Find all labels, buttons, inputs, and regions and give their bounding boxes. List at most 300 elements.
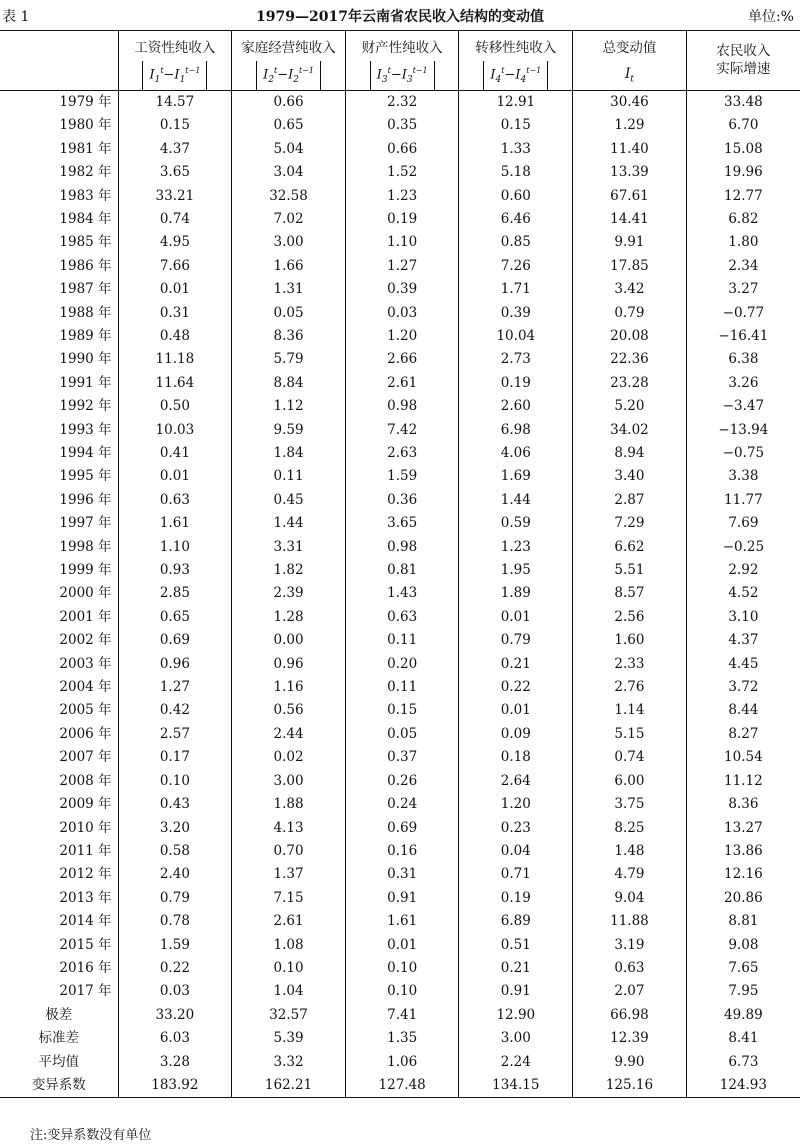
cell-family: 9.59 <box>232 419 346 442</box>
cell-family: 5.39 <box>232 1027 346 1050</box>
cell-speed: 2.92 <box>686 559 800 582</box>
cell-speed: −3.47 <box>686 395 800 418</box>
cell-property: 0.11 <box>345 676 459 699</box>
row-label: 1989 年 <box>59 327 112 344</box>
header-family: 家庭经营纯收入 <box>232 31 346 62</box>
row-label: 标准差 <box>38 1030 80 1047</box>
cell-transfer: 0.71 <box>459 863 573 886</box>
row-label: 1998 年 <box>59 538 112 555</box>
row-label: 2001 年 <box>59 608 112 625</box>
cell-total: 11.88 <box>573 910 687 933</box>
cell-property: 1.59 <box>345 465 459 488</box>
table-row <box>0 138 800 161</box>
cell-wage: 0.74 <box>118 208 232 231</box>
cell-property: 1.61 <box>345 910 459 933</box>
table-row <box>0 559 800 582</box>
cell-transfer: 1.69 <box>459 465 573 488</box>
cell-wage: 0.96 <box>118 653 232 676</box>
cell-wage: 0.01 <box>118 465 232 488</box>
cell-total: 5.20 <box>573 395 687 418</box>
row-label: 2017 年 <box>59 983 112 1000</box>
stat-row <box>0 1051 800 1074</box>
cell-family: 0.65 <box>232 114 346 137</box>
cell-family: 8.84 <box>232 372 346 395</box>
cell-transfer: 10.04 <box>459 325 573 348</box>
cell-speed: 8.81 <box>686 910 800 933</box>
row-label: 2015 年 <box>59 936 112 953</box>
cell-transfer: 0.23 <box>459 817 573 840</box>
cell-transfer: 0.09 <box>459 723 573 746</box>
cell-transfer: 0.01 <box>459 606 573 629</box>
table-row <box>0 934 800 957</box>
cell-wage: 0.03 <box>118 980 232 1003</box>
cell-property: 0.66 <box>345 138 459 161</box>
table-title: 1979—2017年云南省农民收入结构的变动值 <box>256 9 544 25</box>
cell-transfer: 1.20 <box>459 793 573 816</box>
cell-transfer: 2.73 <box>459 348 573 371</box>
income-change-table <box>0 30 800 1098</box>
cell-property: 2.61 <box>345 372 459 395</box>
row-label: 2016 年 <box>59 959 112 976</box>
cell-transfer: 6.89 <box>459 910 573 933</box>
cell-wage: 33.20 <box>118 1004 232 1027</box>
cell-speed: 6.38 <box>686 348 800 371</box>
cell-family: 1.37 <box>232 863 346 886</box>
cell-transfer: 0.39 <box>459 302 573 325</box>
cell-speed: 7.95 <box>686 980 800 1003</box>
cell-wage: 11.18 <box>118 348 232 371</box>
cell-speed: 6.70 <box>686 114 800 137</box>
cell-property: 0.35 <box>345 114 459 137</box>
row-label: 平均值 <box>38 1053 80 1070</box>
row-label: 2013 年 <box>59 889 112 906</box>
cell-wage: 4.37 <box>118 138 232 161</box>
cell-speed: −16.41 <box>686 325 800 348</box>
cell-transfer: 0.91 <box>459 980 573 1003</box>
table-row <box>0 957 800 980</box>
row-label: 2009 年 <box>59 796 112 813</box>
cell-total: 3.19 <box>573 934 687 957</box>
cell-speed: 49.89 <box>686 1004 800 1027</box>
row-label: 1996 年 <box>59 491 112 508</box>
cell-family: 1.28 <box>232 606 346 629</box>
header-year-sub <box>0 61 118 90</box>
cell-family: 3.00 <box>232 770 346 793</box>
formula-transfer: $I_4^t-I_4^{t-1}$ <box>459 61 573 90</box>
cell-family: 0.96 <box>232 653 346 676</box>
cell-transfer: 0.19 <box>459 372 573 395</box>
cell-total: 2.33 <box>573 653 687 676</box>
cell-total: 2.76 <box>573 676 687 699</box>
cell-family: 0.02 <box>232 746 346 769</box>
cell-property: 2.66 <box>345 348 459 371</box>
row-label: 1988 年 <box>59 304 112 321</box>
stat-row <box>0 1074 800 1098</box>
unit-label: 单位:% <box>747 9 794 25</box>
cell-property: 0.31 <box>345 863 459 886</box>
cell-transfer: 134.15 <box>459 1074 573 1098</box>
cell-speed: 3.26 <box>686 372 800 395</box>
cell-wage: 1.61 <box>118 512 232 535</box>
header-wage: 工资性纯收入 <box>118 31 232 62</box>
cell-wage: 0.10 <box>118 770 232 793</box>
row-label: 2007 年 <box>59 749 112 766</box>
cell-total: 3.40 <box>573 465 687 488</box>
cell-speed: 8.27 <box>686 723 800 746</box>
cell-property: 2.63 <box>345 442 459 465</box>
cell-total: 0.74 <box>573 746 687 769</box>
cell-wage: 0.01 <box>118 278 232 301</box>
table-note: 注:变异系数没有单位 <box>30 1128 152 1143</box>
cell-total: 2.56 <box>573 606 687 629</box>
cell-wage: 183.92 <box>118 1074 232 1098</box>
cell-property: 0.15 <box>345 699 459 722</box>
cell-family: 7.02 <box>232 208 346 231</box>
cell-speed: 4.52 <box>686 582 800 605</box>
cell-speed: 3.72 <box>686 676 800 699</box>
cell-total: 22.36 <box>573 348 687 371</box>
row-label: 2008 年 <box>59 772 112 789</box>
cell-transfer: 0.79 <box>459 629 573 652</box>
header-speed-line2: 实际增速 <box>716 61 771 78</box>
formula-wage: $I_1^t-I_1^{t-1}$ <box>118 61 232 90</box>
table-row <box>0 348 800 371</box>
cell-family: 1.82 <box>232 559 346 582</box>
table-row <box>0 395 800 418</box>
cell-speed: 3.38 <box>686 465 800 488</box>
cell-family: 1.12 <box>232 395 346 418</box>
stat-row <box>0 1027 800 1050</box>
cell-speed: −0.25 <box>686 536 800 559</box>
cell-speed: 6.73 <box>686 1051 800 1074</box>
cell-wage: 0.58 <box>118 840 232 863</box>
cell-wage: 11.64 <box>118 372 232 395</box>
cell-total: 1.14 <box>573 699 687 722</box>
cell-transfer: 0.01 <box>459 699 573 722</box>
cell-transfer: 1.23 <box>459 536 573 559</box>
cell-transfer: 0.51 <box>459 934 573 957</box>
cell-family: 32.58 <box>232 185 346 208</box>
cell-transfer: 6.98 <box>459 419 573 442</box>
table-row <box>0 372 800 395</box>
cell-family: 0.05 <box>232 302 346 325</box>
cell-speed: 2.34 <box>686 255 800 278</box>
cell-total: 7.29 <box>573 512 687 535</box>
cell-transfer: 5.18 <box>459 161 573 184</box>
cell-family: 2.61 <box>232 910 346 933</box>
cell-property: 1.43 <box>345 582 459 605</box>
table-row <box>0 161 800 184</box>
row-label: 变异系数 <box>31 1076 86 1093</box>
cell-total: 1.48 <box>573 840 687 863</box>
row-label: 1993 年 <box>59 421 112 438</box>
row-label: 1985 年 <box>59 234 112 251</box>
header-year <box>0 31 118 62</box>
cell-property: 0.10 <box>345 957 459 980</box>
cell-total: 67.61 <box>573 185 687 208</box>
table-row <box>0 419 800 442</box>
cell-family: 2.44 <box>232 723 346 746</box>
cell-property: 0.11 <box>345 629 459 652</box>
cell-speed: 3.27 <box>686 278 800 301</box>
table-row <box>0 185 800 208</box>
cell-total: 2.87 <box>573 489 687 512</box>
cell-property: 0.10 <box>345 980 459 1003</box>
cell-property: 0.69 <box>345 817 459 840</box>
cell-property: 0.03 <box>345 302 459 325</box>
cell-wage: 3.65 <box>118 161 232 184</box>
row-label: 1983 年 <box>59 187 112 204</box>
cell-wage: 3.20 <box>118 817 232 840</box>
cell-speed: 33.48 <box>686 90 800 114</box>
cell-property: 1.10 <box>345 231 459 254</box>
cell-wage: 33.21 <box>118 185 232 208</box>
cell-family: 4.13 <box>232 817 346 840</box>
cell-total: 9.04 <box>573 887 687 910</box>
row-label: 2005 年 <box>59 702 112 719</box>
cell-wage: 0.41 <box>118 442 232 465</box>
row-label: 1986 年 <box>59 257 112 274</box>
cell-total: 20.08 <box>573 325 687 348</box>
cell-wage: 0.43 <box>118 793 232 816</box>
cell-property: 1.06 <box>345 1051 459 1074</box>
table-row <box>0 699 800 722</box>
cell-total: 9.90 <box>573 1051 687 1074</box>
cell-speed: 6.82 <box>686 208 800 231</box>
table-row <box>0 793 800 816</box>
cell-speed: 4.37 <box>686 629 800 652</box>
cell-property: 1.35 <box>345 1027 459 1050</box>
formula-property: $I_3^t-I_3^{t-1}$ <box>345 61 459 90</box>
cell-total: 3.42 <box>573 278 687 301</box>
cell-wage: 2.85 <box>118 582 232 605</box>
table-row <box>0 746 800 769</box>
cell-total: 2.07 <box>573 980 687 1003</box>
row-label: 2000 年 <box>59 585 112 602</box>
row-label: 1991 年 <box>59 374 112 391</box>
cell-wage: 0.48 <box>118 325 232 348</box>
cell-property: 0.24 <box>345 793 459 816</box>
cell-total: 8.94 <box>573 442 687 465</box>
cell-wage: 0.22 <box>118 957 232 980</box>
cell-wage: 0.15 <box>118 114 232 137</box>
cell-transfer: 7.26 <box>459 255 573 278</box>
table-row <box>0 653 800 676</box>
cell-wage: 0.50 <box>118 395 232 418</box>
cell-speed: −0.75 <box>686 442 800 465</box>
cell-transfer: 0.18 <box>459 746 573 769</box>
table-row <box>0 863 800 886</box>
table-row <box>0 231 800 254</box>
cell-total: 14.41 <box>573 208 687 231</box>
cell-transfer: 0.19 <box>459 887 573 910</box>
header-speed <box>686 31 800 91</box>
table-row <box>0 723 800 746</box>
cell-total: 6.62 <box>573 536 687 559</box>
cell-family: 1.04 <box>232 980 346 1003</box>
cell-total: 4.79 <box>573 863 687 886</box>
cell-transfer: 0.21 <box>459 957 573 980</box>
formula-family: $I_2^t-I_2^{t-1}$ <box>232 61 346 90</box>
row-label: 1980 年 <box>59 117 112 134</box>
cell-property: 127.48 <box>345 1074 459 1098</box>
cell-total: 66.98 <box>573 1004 687 1027</box>
cell-total: 125.16 <box>573 1074 687 1098</box>
cell-property: 0.91 <box>345 887 459 910</box>
table-row <box>0 980 800 1003</box>
cell-total: 0.63 <box>573 957 687 980</box>
cell-speed: 15.08 <box>686 138 800 161</box>
cell-wage: 0.69 <box>118 629 232 652</box>
cell-total: 0.79 <box>573 302 687 325</box>
cell-family: 0.11 <box>232 465 346 488</box>
cell-speed: 20.86 <box>686 887 800 910</box>
cell-property: 1.20 <box>345 325 459 348</box>
cell-wage: 10.03 <box>118 419 232 442</box>
cell-family: 162.21 <box>232 1074 346 1098</box>
cell-family: 3.32 <box>232 1051 346 1074</box>
cell-total: 3.75 <box>573 793 687 816</box>
cell-family: 0.66 <box>232 90 346 114</box>
table-row <box>0 770 800 793</box>
cell-family: 7.15 <box>232 887 346 910</box>
cell-speed: 8.44 <box>686 699 800 722</box>
cell-total: 8.57 <box>573 582 687 605</box>
cell-total: 5.51 <box>573 559 687 582</box>
cell-family: 3.00 <box>232 231 346 254</box>
cell-property: 3.65 <box>345 512 459 535</box>
cell-transfer: 2.64 <box>459 770 573 793</box>
cell-total: 11.40 <box>573 138 687 161</box>
cell-wage: 0.31 <box>118 302 232 325</box>
cell-speed: 11.77 <box>686 489 800 512</box>
cell-family: 0.00 <box>232 629 346 652</box>
cell-wage: 4.95 <box>118 231 232 254</box>
cell-wage: 0.65 <box>118 606 232 629</box>
table-row <box>0 489 800 512</box>
table-row <box>0 817 800 840</box>
cell-transfer: 0.22 <box>459 676 573 699</box>
cell-property: 0.16 <box>345 840 459 863</box>
cell-transfer: 1.44 <box>459 489 573 512</box>
row-label: 2011 年 <box>59 842 112 859</box>
cell-transfer: 2.24 <box>459 1051 573 1074</box>
cell-speed: 12.77 <box>686 185 800 208</box>
row-label: 1990 年 <box>59 351 112 368</box>
cell-transfer: 1.95 <box>459 559 573 582</box>
cell-family: 0.56 <box>232 699 346 722</box>
cell-family: 5.79 <box>232 348 346 371</box>
cell-speed: −0.77 <box>686 302 800 325</box>
cell-total: 34.02 <box>573 419 687 442</box>
table-row <box>0 582 800 605</box>
cell-transfer: 0.60 <box>459 185 573 208</box>
cell-family: 1.44 <box>232 512 346 535</box>
table-row <box>0 325 800 348</box>
cell-wage: 7.66 <box>118 255 232 278</box>
row-label: 1999 年 <box>59 562 112 579</box>
cell-family: 0.45 <box>232 489 346 512</box>
cell-speed: 10.54 <box>686 746 800 769</box>
row-label: 2004 年 <box>59 679 112 696</box>
cell-speed: 13.86 <box>686 840 800 863</box>
cell-transfer: 0.85 <box>459 231 573 254</box>
cell-speed: 11.12 <box>686 770 800 793</box>
row-label: 2003 年 <box>59 655 112 672</box>
table-row <box>0 208 800 231</box>
table-row <box>0 840 800 863</box>
cell-transfer: 0.59 <box>459 512 573 535</box>
cell-speed: 13.27 <box>686 817 800 840</box>
cell-wage: 3.28 <box>118 1051 232 1074</box>
cell-transfer: 1.33 <box>459 138 573 161</box>
cell-speed: 3.10 <box>686 606 800 629</box>
row-label: 2002 年 <box>59 632 112 649</box>
table-row <box>0 465 800 488</box>
row-label: 1995 年 <box>59 468 112 485</box>
row-label: 1992 年 <box>59 398 112 415</box>
cell-speed: 9.08 <box>686 934 800 957</box>
table-row <box>0 442 800 465</box>
header-speed-line1: 农民收入 <box>716 43 771 60</box>
table-row <box>0 887 800 910</box>
cell-wage: 0.93 <box>118 559 232 582</box>
table-row <box>0 255 800 278</box>
cell-total: 1.29 <box>573 114 687 137</box>
cell-property: 2.32 <box>345 90 459 114</box>
table-row <box>0 536 800 559</box>
table-row <box>0 90 800 114</box>
cell-total: 12.39 <box>573 1027 687 1050</box>
row-label: 2010 年 <box>59 819 112 836</box>
cell-family: 3.31 <box>232 536 346 559</box>
cell-wage: 2.40 <box>118 863 232 886</box>
cell-transfer: 0.04 <box>459 840 573 863</box>
row-label: 1997 年 <box>59 515 112 532</box>
cell-property: 0.81 <box>345 559 459 582</box>
header-transfer: 转移性纯收入 <box>459 31 573 62</box>
cell-property: 0.98 <box>345 536 459 559</box>
cell-speed: 19.96 <box>686 161 800 184</box>
cell-property: 0.98 <box>345 395 459 418</box>
table-caption <box>0 4 800 26</box>
cell-total: 5.15 <box>573 723 687 746</box>
cell-wage: 14.57 <box>118 90 232 114</box>
cell-property: 7.41 <box>345 1004 459 1027</box>
cell-family: 1.16 <box>232 676 346 699</box>
row-label: 2014 年 <box>59 913 112 930</box>
cell-transfer: 3.00 <box>459 1027 573 1050</box>
cell-family: 1.66 <box>232 255 346 278</box>
cell-family: 2.39 <box>232 582 346 605</box>
table-row <box>0 512 800 535</box>
cell-total: 1.60 <box>573 629 687 652</box>
cell-family: 1.31 <box>232 278 346 301</box>
cell-property: 7.42 <box>345 419 459 442</box>
cell-property: 0.01 <box>345 934 459 957</box>
cell-wage: 2.57 <box>118 723 232 746</box>
cell-family: 1.88 <box>232 793 346 816</box>
row-label: 1982 年 <box>59 164 112 181</box>
cell-total: 13.39 <box>573 161 687 184</box>
cell-family: 1.84 <box>232 442 346 465</box>
cell-wage: 1.59 <box>118 934 232 957</box>
cell-family: 32.57 <box>232 1004 346 1027</box>
cell-family: 0.70 <box>232 840 346 863</box>
cell-transfer: 1.71 <box>459 278 573 301</box>
cell-family: 8.36 <box>232 325 346 348</box>
header-total: 总变动值 <box>573 31 687 62</box>
